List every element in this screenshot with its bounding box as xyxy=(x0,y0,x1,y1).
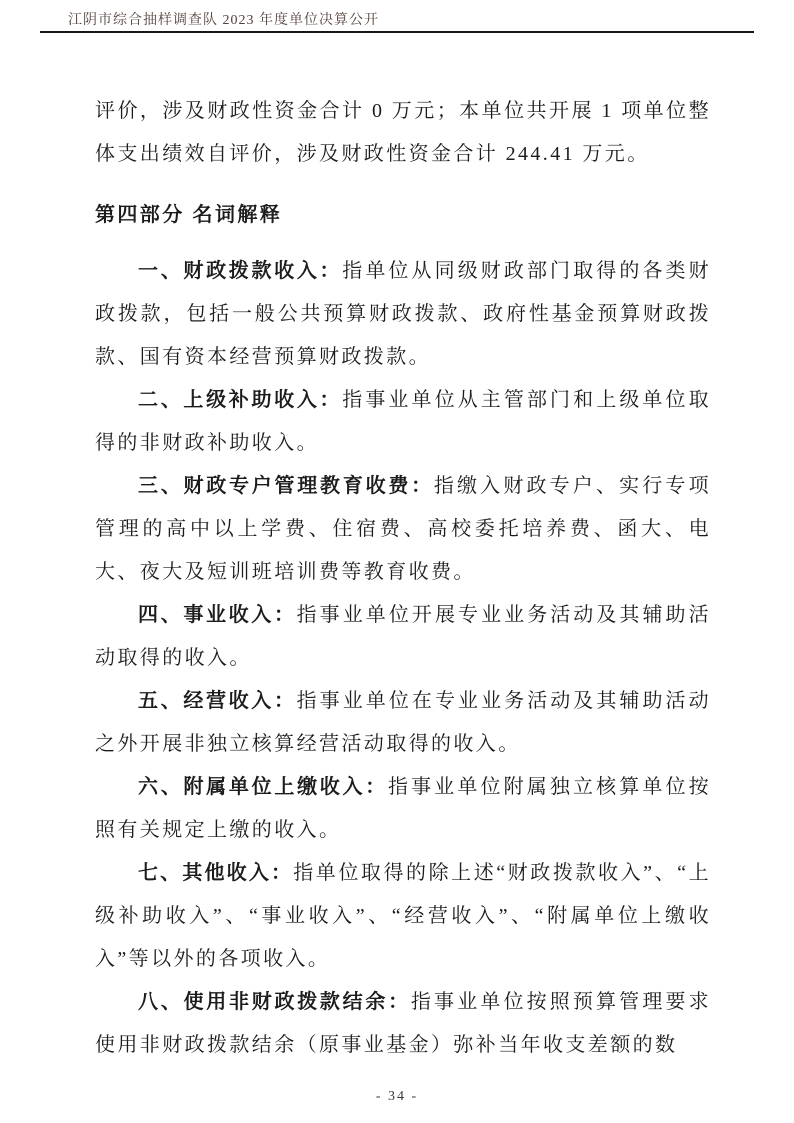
document-body xyxy=(95,90,711,1067)
term-label: 四、事业收入： xyxy=(138,604,297,626)
header-divider xyxy=(40,31,754,33)
term-label: 一、财政拨款收入： xyxy=(138,260,343,282)
term-label: 七、其他收入： xyxy=(138,862,294,884)
term-definition: 指事业单位在专业业务活动及其辅助活动之外开展非独立核算经营活动取得的收入。 xyxy=(95,690,711,755)
term-label: 六、附属单位上缴收入： xyxy=(138,776,388,798)
term-definition: 指缴入财政专户、实行专项管理的高中以上学费、住宿费、高校委托培养费、函大、电大、夜大及短训班培训费等教育收费。 xyxy=(95,475,711,583)
term-definition: 指事业单位附属独立核算单位按照有关规定上缴的收入。 xyxy=(95,776,712,841)
term-definition: 指事业单位从主管部门和上级单位取得的非财政补助收入。 xyxy=(95,389,712,454)
term-paragraph xyxy=(95,379,711,465)
term-paragraph xyxy=(95,766,711,852)
term-label: 三、财政专户管理教育收费： xyxy=(138,475,434,497)
term-label: 五、经营收入： xyxy=(138,690,297,712)
term-paragraph xyxy=(95,250,711,379)
glossary-list xyxy=(95,250,711,1067)
page-number: - 34 - xyxy=(375,1089,419,1104)
term-label: 二、上级补助收入： xyxy=(138,389,343,411)
section-title: 第四部分 名词解释 xyxy=(95,204,283,226)
term-definition: 指单位取得的除上述“财政拨款收入”、“上级补助收入”、“事业收入”、“经营收入”、“附属单位上缴收入”等以外的各项收入。 xyxy=(95,862,712,970)
term-definition: 指单位从同级财政部门取得的各类财政拨款，包括一般公共预算财政拨款、政府性基金预算财政拨款、国有资本经营预算财政拨款。 xyxy=(95,260,712,368)
term-definition: 指事业单位按照预算管理要求使用非财政拨款结余（原事业基金）弥补当年收支差额的数 xyxy=(95,991,712,1056)
term-paragraph xyxy=(95,594,711,680)
page-footer xyxy=(0,1087,794,1105)
term-paragraph xyxy=(95,465,711,594)
header-title: 江阴市综合抽样调查队 2023 年度单位决算公开 xyxy=(68,13,379,28)
term-label: 八、使用非财政拨款结余： xyxy=(138,991,411,1013)
intro-paragraph: 评价，涉及财政性资金合计 0 万元；本单位共开展 1 项单位整体支出绩效自评价，涉及财政性资金合计 244.41 万元。 xyxy=(95,100,711,165)
term-paragraph xyxy=(95,852,711,981)
term-paragraph xyxy=(95,981,711,1067)
page-header xyxy=(68,11,754,31)
term-definition: 指事业单位开展专业业务活动及其辅助活动取得的收入。 xyxy=(95,604,711,669)
term-paragraph xyxy=(95,680,711,766)
